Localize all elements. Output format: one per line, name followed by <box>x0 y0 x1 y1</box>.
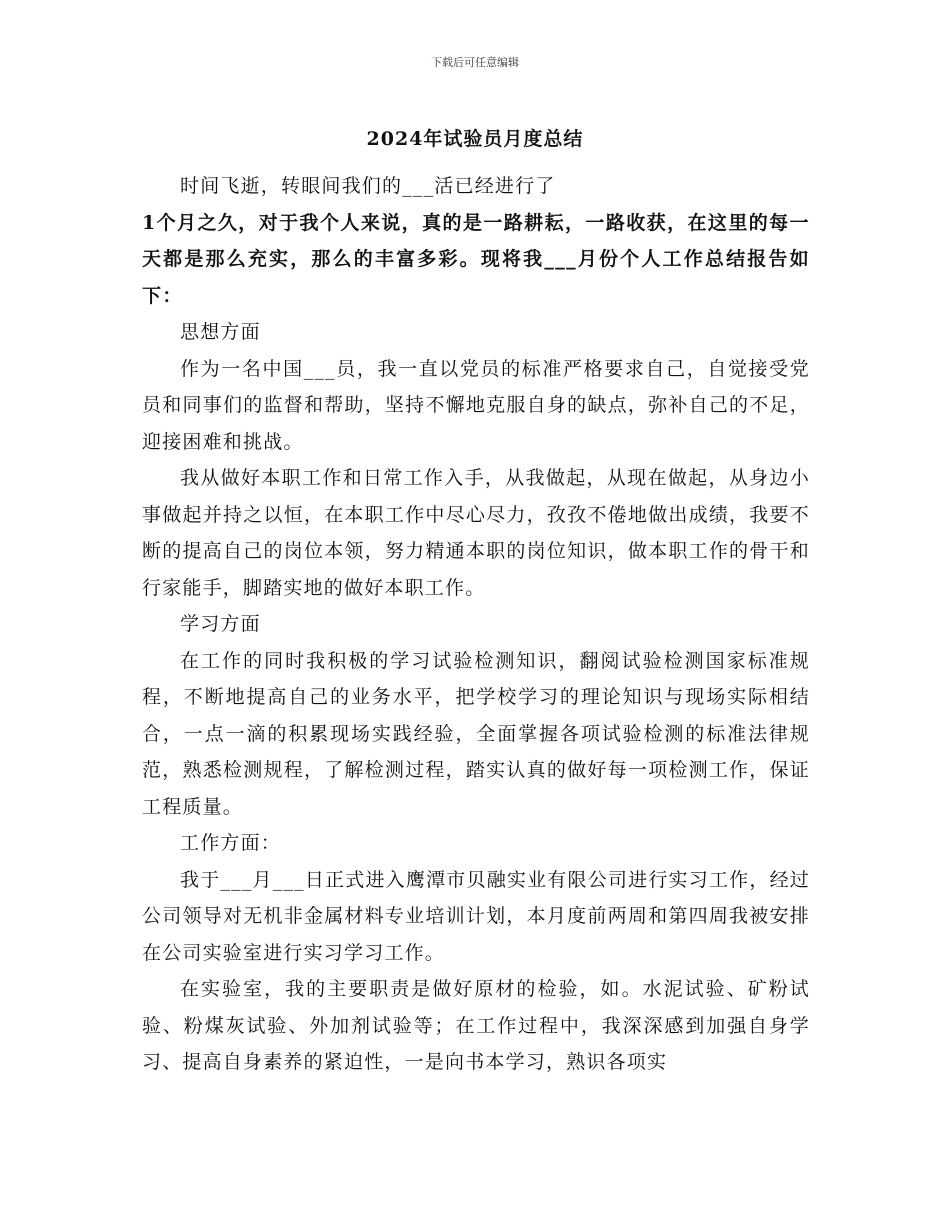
paragraph-intro-bold: 1个月之久，对于我个人来说，真的是一路耕耘，一路收获，在这里的每一天都是那么充实，那么的丰富多彩。现将我___月份个人工作总结报告如下： <box>142 211 810 307</box>
section-heading-thought: 思想方面 <box>180 321 261 343</box>
document-body <box>142 168 810 1081</box>
paragraph: 在工作的同时我积极的学习试验检测知识，翻阅试验检测国家标准规程，不断地提高自己的业务水平，把学校学习的理论知识与现场实际相结合，一点一滴的积累现场实践经验，全面掌握各项试验检测的标准法律规范，熟悉检测规程，了解检测过程，踏实认真的做好每一项检测工作，保证工程质量。 <box>142 649 810 818</box>
document-title: 2024年试验员月度总结 <box>366 128 584 150</box>
paragraph-intro: 时间飞逝，转眼间我们的___活已经进行了 <box>180 175 556 197</box>
paragraph: 在实验室，我的主要职责是做好原材的检验，如。水泥试验、矿粉试验、粉煤灰试验、外加剂试验等；在工作过程中，我深深感到加强自身学习、提高自身素养的紧迫性，一是向书本学习，熟识各项实 <box>142 978 810 1073</box>
paragraph: 我从做好本职工作和日常工作入手，从我做起，从现在做起，从身边小事做起并持之以恒，在本职工作中尽心尽力，孜孜不倦地做出成绩，我要不断的提高自己的岗位本领，努力精通本职的岗位知识，做本职工作的骨干和行家能手，脚踏实地的做好本职工作。 <box>142 467 810 599</box>
page-header: 下载后可任意编辑 <box>431 56 519 69</box>
paragraph: 我于___月___日正式进入鹰潭市贝融实业有限公司进行实习工作，经过公司领导对无机非金属材料专业培训计划，本月度前两周和第四周我被安排在公司实验室进行实习学习工作。 <box>142 868 810 964</box>
section-heading-work: 工作方面： <box>180 832 282 854</box>
section-heading-study: 学习方面 <box>180 613 261 635</box>
paragraph: 作为一名中国___员，我一直以党员的标准严格要求自己，自觉接受党员和同事们的监督和帮助，坚持不懈地克服自身的缺点，弥补自己的不足，迎接困难和挑战。 <box>142 357 810 453</box>
